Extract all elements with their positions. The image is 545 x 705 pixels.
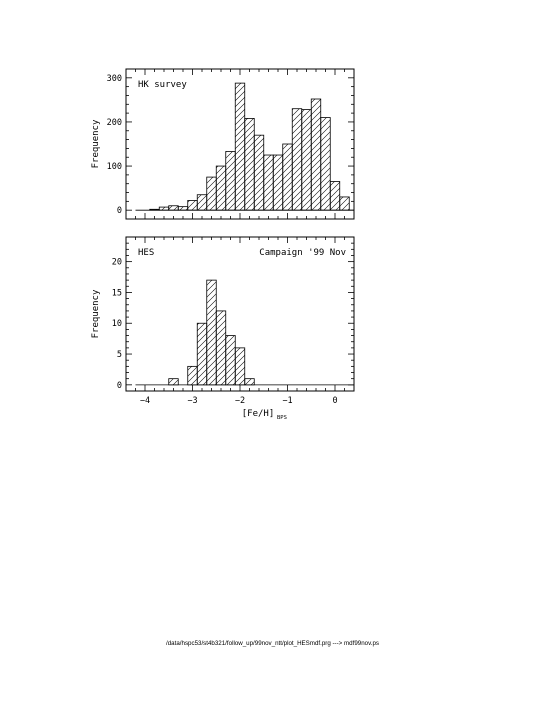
histogram-bar	[169, 206, 179, 210]
histogram-bar	[216, 311, 226, 385]
histogram-bar	[254, 135, 264, 210]
histogram-bar	[235, 348, 245, 385]
y-tick-label: 0	[116, 380, 122, 391]
y-tick-label: 0	[116, 206, 122, 217]
histogram-bar	[159, 207, 169, 210]
footer-path: /data/hspc53/st4b321/follow_up/99nov_ntt/plot_HESmdf.prg ---> mdf99nov.ps	[166, 640, 379, 647]
y-tick-label: 100	[106, 162, 122, 173]
histogram-bar	[245, 118, 255, 210]
y-tick-label: 200	[106, 117, 122, 128]
histogram-bar	[169, 379, 179, 385]
histogram-bar	[197, 195, 207, 210]
x-tick-label: −4	[139, 396, 151, 406]
x-axis-label: [Fe/H]	[241, 409, 275, 419]
x-tick-label: 0	[332, 396, 338, 406]
histogram-bar	[178, 207, 188, 211]
y-tick-label: 10	[111, 319, 122, 330]
histogram-bar	[283, 144, 293, 210]
histogram-bar	[245, 379, 255, 385]
y-tick-label: 5	[116, 350, 122, 361]
panel-label: HES	[138, 248, 155, 258]
histogram-bar	[188, 366, 198, 384]
histogram-bar	[197, 323, 207, 385]
histogram-bar	[235, 83, 245, 210]
histogram-bar	[226, 152, 236, 211]
histogram-bar	[226, 336, 236, 385]
y-axis-label: Frequency	[91, 289, 101, 339]
histogram-bar	[321, 118, 331, 211]
histogram-bar	[292, 109, 302, 210]
histogram-bar	[207, 280, 217, 385]
hes-panel	[91, 237, 354, 421]
y-tick-label: 15	[111, 288, 122, 299]
x-tick-label: −2	[234, 396, 246, 406]
histogram-bar	[188, 200, 198, 210]
histogram-bar	[216, 166, 226, 210]
histogram-bar	[302, 110, 312, 211]
histogram-bar	[264, 155, 274, 210]
campaign-annotation: Campaign '99 Nov	[259, 248, 346, 258]
histogram-bar	[330, 182, 340, 211]
x-tick-label: −3	[187, 396, 198, 406]
y-axis-label: Frequency	[91, 119, 101, 169]
histogram-bar	[273, 155, 283, 210]
y-tick-label: 300	[106, 73, 122, 84]
panel-label: HK survey	[138, 80, 187, 90]
histogram-bar	[311, 99, 321, 210]
x-tick-label: −1	[282, 396, 293, 406]
histogram-bar	[340, 197, 350, 210]
y-tick-label: 20	[111, 257, 122, 268]
hk-survey-panel	[91, 69, 354, 219]
x-axis-label-subscript: BPS	[277, 415, 287, 421]
histogram-bar	[207, 177, 217, 210]
